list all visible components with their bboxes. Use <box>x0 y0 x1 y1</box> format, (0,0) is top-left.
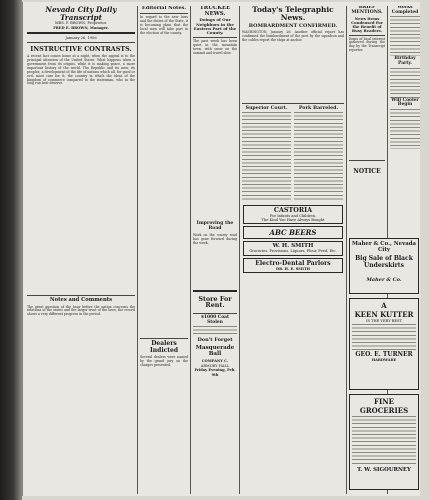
cooler-heading: Will Cooler Begin <box>391 97 419 108</box>
turner-name: GEO. E. TURNER <box>355 351 413 359</box>
newspaper-page <box>22 2 420 496</box>
fine-groceries-title: FINE GROCERIES <box>359 397 409 415</box>
armory-hall: ARMORY HALL <box>200 363 230 368</box>
dealers-body: Several dealers were named by the grand jury on the charges presented. <box>140 354 188 367</box>
truckee-body: The past week has been quiet in the mountain town, with snow on the summit and travel slow. <box>193 39 237 55</box>
lead-body: A recent fact comes home at a night, when the appeal is to the principal attention of the United States. What happens when a government from its origins, while it is making peace, a more important history of the world. The Republic and its men; its peoples; a development of the life of nations which all, for good or evil, must care for it; the country in which the ideas of the kingdom of commerce compared to the statesman, who in the long run best deserve. <box>27 54 135 86</box>
telegraph-subheading: BOMBARDMENT CONFIRMED. <box>248 22 338 29</box>
masthead-publisher: MRS. F. BROWN, Proprietor. <box>54 21 108 26</box>
brief-subheading: News Items Condensed For the Benefit of Busy Readers. <box>351 15 383 33</box>
dental-name: DR. H. E. SMITH <box>275 266 311 271</box>
maher-footer: Maher & Co. <box>366 277 402 283</box>
column-5 <box>349 6 385 175</box>
turner-trade: HARDWARE <box>371 358 397 363</box>
smith-subtitle: Groceries, Provisions, Liquors, Flour, Feed, Etc. <box>249 249 337 254</box>
dont-forget: Don't Forget <box>197 337 233 344</box>
pork-barreled-heading: Pork Barreled. <box>298 104 339 111</box>
telegraph-body: WASHINGTON, January 26. Another official report has confirmed the bombardment of the port by the squadron and the cables report the ships at anchor. <box>242 29 344 42</box>
maher-heading: Maher & Co., Nevada City <box>352 241 416 253</box>
smith-name: W. H. SMITH <box>272 243 314 250</box>
keen-kutter-brand: KEEN KUTTER <box>354 310 414 319</box>
brief-body: Items of local interest gathered during the day by the Transcript reporter. <box>349 36 385 53</box>
coat-stolen: $1000 Coat Stolen <box>200 315 230 325</box>
fine-groceries-ad <box>349 394 419 490</box>
maher-ad <box>349 238 419 294</box>
dealers-heading: Dealers Indicted <box>149 340 179 354</box>
lead-headline: INSTRUCTIVE CONTRASTS. <box>30 45 132 54</box>
keen-kutter-subtitle: IS THE VERY BEST <box>366 319 402 323</box>
works-heading: Works Completed <box>391 6 419 15</box>
keen-kutter-article: A <box>381 301 387 310</box>
notes-body: The great question of the hour before the nation concerns the relations of the states and the larger trust of the laws; the record shows a very different progress in the period. <box>27 304 135 317</box>
scan-binding-edge <box>0 0 22 500</box>
castoria-ad <box>243 205 343 225</box>
sigourney-name: T. W. SIGOURNEY <box>357 467 411 473</box>
company-c: COMPANY C. <box>201 359 229 364</box>
masthead-title: Nevada City Daily Transcript <box>45 6 117 22</box>
castoria-subtitle: For Infants and Children. <box>269 213 317 218</box>
keen-kutter-ad <box>349 298 419 390</box>
column-1 <box>27 6 135 466</box>
brief-heading: BRIEF MENTIONS. <box>351 6 383 15</box>
smith-grocery-ad <box>243 241 343 255</box>
column-6 <box>390 6 420 150</box>
improving-body: Work on the county road has gone forward during the week. <box>193 232 237 245</box>
column-4 <box>242 6 344 275</box>
abc-beers-title: ABC BEERS <box>269 228 317 238</box>
electro-dental-title: Electro-Dental Parlors <box>255 259 331 267</box>
masthead-dateline: January 26, 1906 <box>65 35 97 40</box>
column-3 <box>193 6 237 377</box>
editorial-heading: Editorial Notes. <box>141 6 187 11</box>
superior-court-heading: Superior Court. <box>245 104 288 111</box>
castoria-title: CASTORIA <box>273 205 313 214</box>
masthead-manager: FRED E. BROWN, Manager. <box>53 25 109 30</box>
telegraph-headline: Today's Telegraphic News. <box>252 6 334 22</box>
castoria-tagline: The Kind You Have Always Bought <box>261 217 325 222</box>
column-2 <box>140 6 188 456</box>
masquerade-ball: Masquerade Ball <box>195 344 235 357</box>
maher-subheading: Big Sale of Black Underskirts <box>355 255 413 269</box>
truckee-heading: TRUCKEE NEWS. <box>199 6 231 17</box>
editorial-body: In regard to the new laws and the duties of the State, it is becoming plain that the local men will take part in the election of the county. <box>140 15 188 35</box>
birthday-heading: Birthday Party. <box>394 56 416 66</box>
friday-evening: Friday Evening, Feb. 9th <box>194 368 236 377</box>
notes-headline: Notes and Comments <box>49 297 113 304</box>
electro-dental-ad <box>243 258 343 273</box>
abc-beers-ad <box>243 226 343 239</box>
truckee-subheading: Doings of Our Neighbors in the Eastern Part of the County. <box>193 17 237 35</box>
notice-heading: NOTICE <box>353 167 381 175</box>
store-for-rent: Store For Rent. <box>198 294 232 310</box>
improving-heading: Improving the Road <box>196 221 234 231</box>
